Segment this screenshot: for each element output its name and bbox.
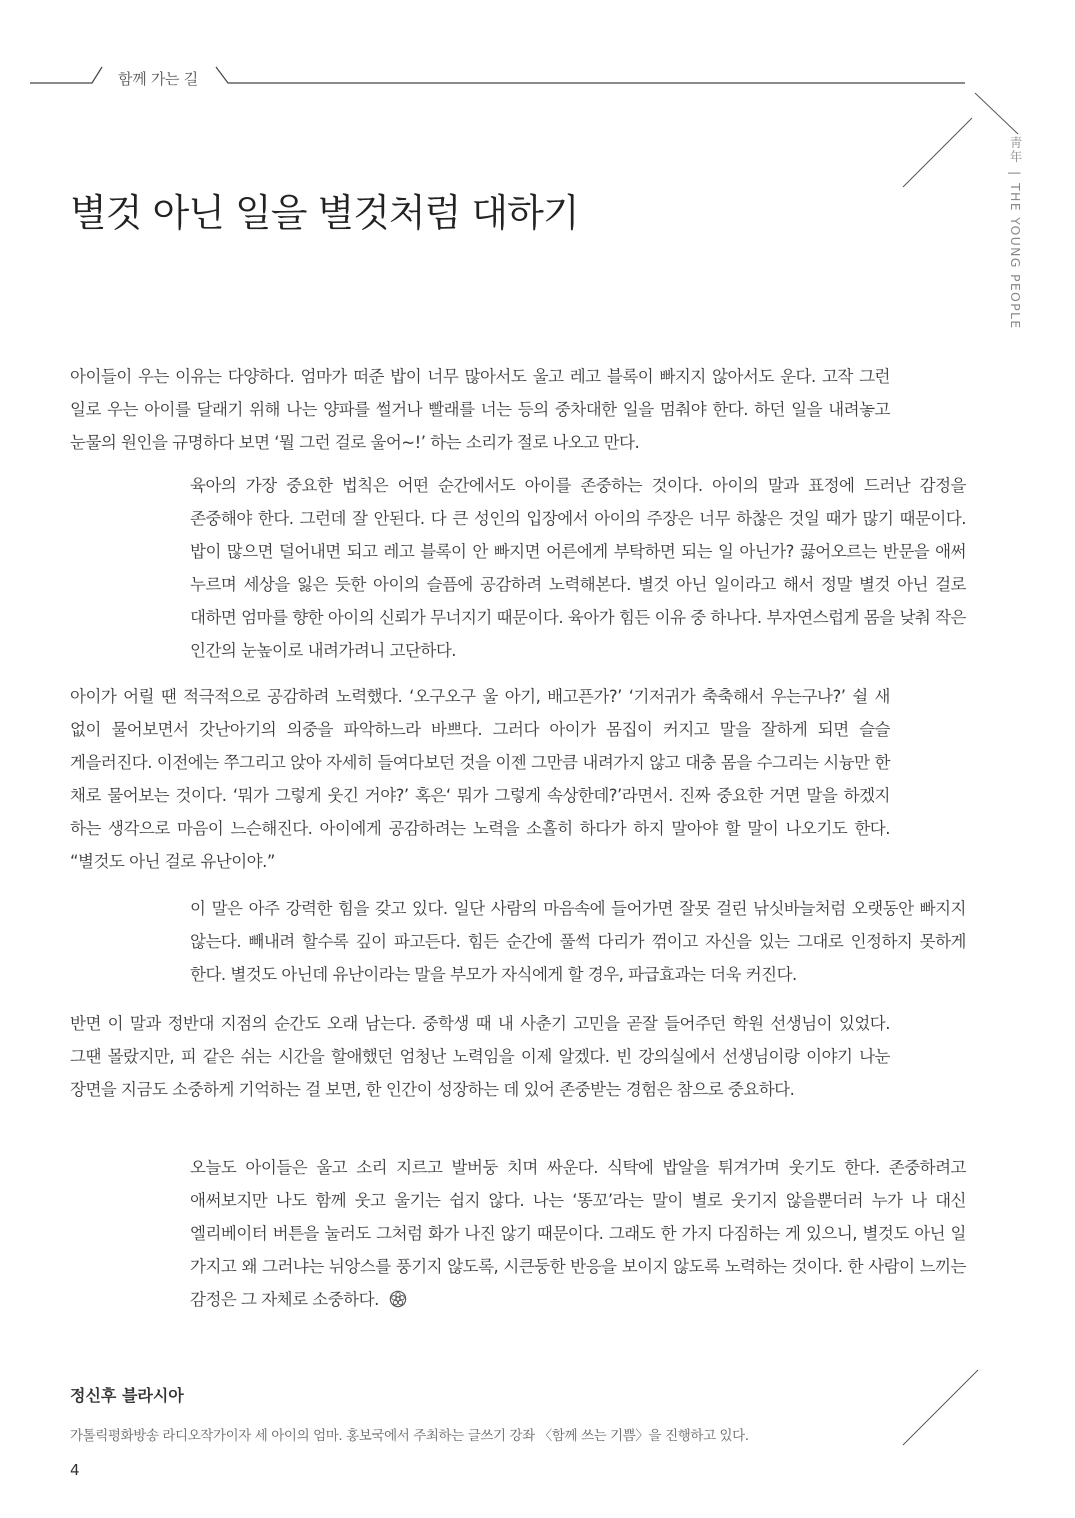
indented-paragraph: 이 말은 아주 강력한 힘을 갖고 있다. 일단 사람의 마음속에 들어가면 잘못 걸린 낚싯바늘처럼 오랫동안 빠지지 않는다. 빼내려 할수록 깊이 파고든다. 힘든 순간에 풀썩 다리가 꺾이고 자신을 있는 그대로 인정하지 못하게 한다. 별것도 아닌데 유난이라는 말을 부모가 자식에게 할 경우, 파급효과는 더욱 커진다.: [190, 899, 966, 984]
final-paragraph-text: 오늘도 아이들은 울고 소리 지르고 발버둥 치며 싸운다. 식탁에 밥알을 튀겨가며 웃기도 한다. 존중하려고 애써보지만 나도 함께 웃고 울기는 쉽지 않다. 나는 ‘똥꼬’라는 말이 별로 웃기지 않을뿐더러 누가 나 대신 엘리베이터 버튼을 눌러도 그처럼 화가 나진 않기 때문이다. 그래도 한 가지 다짐하는 게 있으니, 별것도 아닌 일 가지고 왜 그러냐는 뉘앙스를 풍기지 않도록, 시큰둥한 반응을 보이지 않도록 노력하는 것이다. 한 사람이 느끼는 감정은 그 자체로 소중하다.: [190, 1158, 966, 1309]
article-title: 별것 아닌 일을 별것처럼 대하기: [70, 191, 579, 235]
indented-paragraph: [190, 1151, 966, 1316]
body-paragraph: 반면 이 말과 정반대 지점의 순간도 오래 남는다. 중학생 때 내 사춘기 고민을 곧잘 들어주던 학원 선생님이 있었다. 그땐 몰랐지만, 피 같은 쉬는 시간을 할애했던 엄청난 노력임을 이제 알겠다. 빈 강의실에서 선생님이랑 이야기 나눈 장면을 지금도 소중하게 기억하는 걸 보면, 한 인간이 성장하는 데 있어 존중받는 경험은 참으로 중요하다.: [70, 1014, 890, 1099]
indented-paragraph: 육아의 가장 중요한 법칙은 어떤 순간에서도 아이를 존중하는 것이다. 아이의 말과 표정에 드러난 감정을 존중해야 한다. 그런데 잘 안된다. 다 큰 성인의 입장에서 아이의 주장은 너무 하찮은 것일 때가 많기 때문이다. 밥이 많으면 덜어내면 되고 레고 블록이 안 빠지면 어른에게 부탁하면 되는 일 아닌가? 끓어오르는 반문을 애써 누르며 세상을 잃은 듯한 아이의 슬픔에 공감하려 노력해본다. 별것 아닌 일이라고 해서 정말 별것 아닌 걸로 대하면 엄마를 향한 아이의 신뢰가 무너지기 때문이다. 육아가 힘든 이유 중 하나다. 부자연스럽게 몸을 낮춰 작은 인간의 눈높이로 내려가려니 고단하다.: [190, 476, 966, 660]
side-label-hanja: 靑年: [1008, 136, 1023, 164]
page-number: 4: [70, 1461, 80, 1479]
section-label: 함께 가는 길: [118, 70, 198, 88]
body-paragraph: 아이들이 우는 이유는 다양하다. 엄마가 떠준 밥이 너무 많아서도 울고 레고 블록이 빠지지 않아서도 운다. 고작 그런 일로 우는 아이를 달래기 위해 나는 양파를 썰거나 빨래를 너는 등의 중차대한 일을 멈춰야 한다. 하던 일을 내려놓고 눈물의 원인을 규명하다 보면 ‘뭘 그런 걸로 울어~!’ 하는 소리가 절로 나오고 만다.: [70, 367, 890, 452]
author-bio: 가톨릭평화방송 라디오작가이자 세 아이의 엄마. 홍보국에서 주최하는 글쓰기 강좌 〈함께 쓰는 기쁨〉을 진행하고 있다.: [70, 1428, 749, 1444]
flower-end-mark-icon: [389, 1290, 407, 1308]
body-paragraph: 아이가 어릴 땐 적극적으로 공감하려 노력했다. ‘오구오구 울 아기, 배고픈가?’ ‘기저귀가 축축해서 우는구나?’ 쉴 새 없이 물어보면서 갓난아기의 의중을 파악하느라 바쁘다. 그러다 아이가 몸집이 커지고 말을 잘하게 되면 슬슬 게을러진다. 이전에는 쭈그리고 앉아 자세히 들여다보던 것을 이젠 그만큼 내려가지 않고 대충 몸을 수그리는 시늉만 한 채로 물어보는 것이다. ‘뭐가 그렇게 웃긴 거야?’ 혹은‘ 뭐가 그렇게 속상한데?’라면서. 진짜 중요한 거면 말을 하겠지 하는 생각으로 마음이 느슨해진다. 아이에게 공감하려는 노력을 소홀히 하다가 하지 말아야 할 말이 나오기도 한다. “별것도 아닌 걸로 유난이야.”: [70, 687, 890, 871]
side-label-english: THE YOUNG PEOPLE: [1008, 183, 1023, 330]
side-running-title: [1006, 136, 1024, 329]
side-label-separator: |: [1008, 170, 1023, 177]
author-name: 정신후 블라시아: [70, 1386, 184, 1405]
